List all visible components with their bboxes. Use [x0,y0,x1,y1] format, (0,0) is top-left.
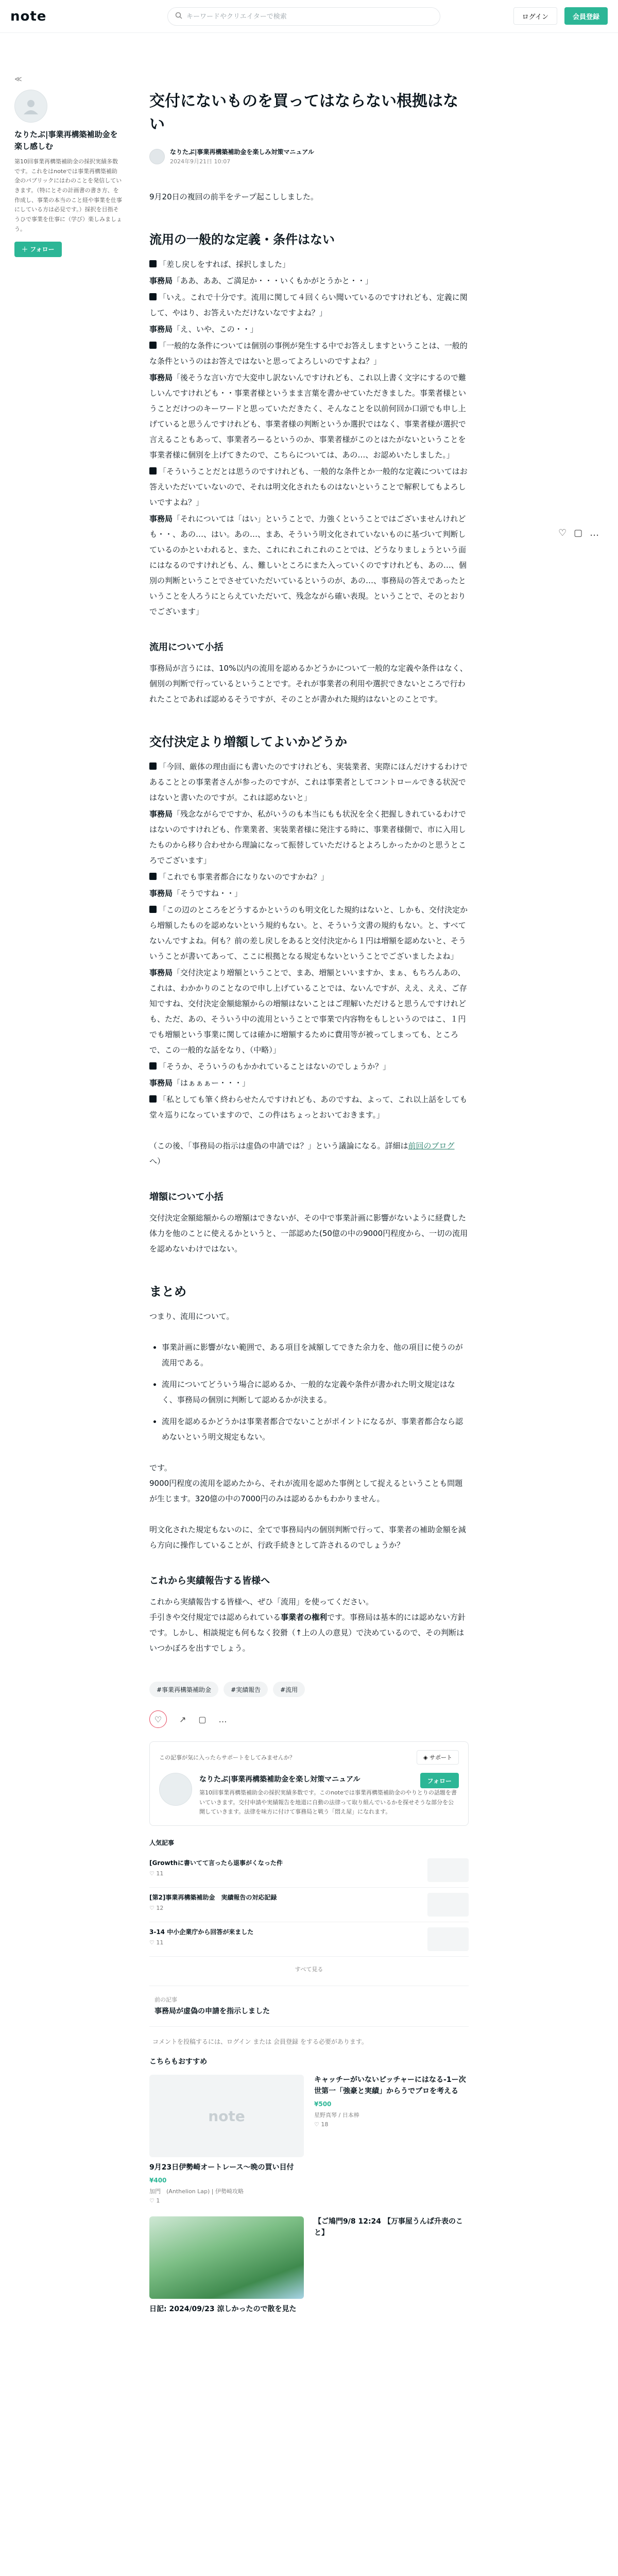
list-item: • 流用を認めるかどうかは事業者都合でないことがポイントになるが、事業者都合なら認めないという明文規定もない。 [162,1414,469,1445]
creator-name[interactable]: なりたぶ|事業再構築補助金を楽し対策マニュアル [199,1775,360,1784]
lead-paragraph: つまり、流用について。 [149,1312,234,1321]
tag[interactable]: #流用 [273,1682,305,1697]
top-header [0,0,618,33]
dialog-line [149,370,469,463]
tag[interactable]: #事業再構築補助金 [149,1682,218,1697]
subsection-heading: これから実績報告する皆様へ [149,1575,270,1586]
previous-article[interactable] [149,1986,469,2027]
speaker-icon [149,906,157,913]
card-meta: 星野真琴 / 日本棒 [314,2111,359,2119]
list-item[interactable] [149,1853,469,1888]
login-button[interactable]: ログイン [513,7,557,25]
card-meta: 加門 (Anthelion Lap) | 伊勢崎攻略 [149,2188,244,2195]
speaker-icon [149,342,157,349]
tag-list [149,1682,469,1697]
previous-blog-link[interactable]: 前回のブログ [408,1141,455,1150]
dialog-text: 「ああ、ああ、ご満足か・・・いくもかがとうかと・・」 [173,276,373,285]
dialog-text: 「そういうことだとは思うのですけれども、一般的な条件とか一般的な定義についてはお答えいただいていないので、それは明文化されたものはないということで解釈してもよろしいですよね？」 [149,467,468,507]
dialog-line [149,965,469,1058]
recommend-card[interactable] [149,2075,304,2204]
dialog-text: 「一般的な条件については個別の事例が発生する中でお答えしますということは、一般的な条件というのはお答えではないと思ってよろしいのですよね？」 [149,341,468,366]
dialog-line [149,886,469,901]
dialog-text: 「え、いや、この・・」 [173,325,258,334]
dialog-text: 「交付決定より増額ということで、まあ、増額といいますか、まぁ、もちろんあの、これは、わかかりのことなので申し上げていることでは、ないんですが、ええ、ええ、ご存知ですね、交付決定金額総額からの増額はないことはご理解いただけると思うんですけれども、ただ、あの、そういう中の流用ということで事業で内容物をもしというのではこ、１円でも増額という事業に関しては確かに増額するために費用等が被ってしまっても、ところで、この一般的な話をなり、（中略）」 [149,968,467,1055]
note-tail: へ） [149,1157,165,1166]
speaker-icon [149,762,157,770]
see-all-link[interactable]: すべて見る [295,1966,323,1973]
dialog-text: 「差し戻しをすれば、採択しました」 [159,260,290,269]
follow-button[interactable] [14,242,62,257]
heart-icon: ♡ [154,1714,162,1724]
list-item[interactable] [149,1888,469,1922]
like-button[interactable] [149,1710,167,1728]
support-question: この記事が気に入ったらサポートをしてみませんか？ [159,1754,295,1761]
thumbnail [427,1858,469,1882]
like-count: ♡ 11 [149,1870,164,1877]
creator-bio: 第10回事業再構築補助金の採択実績多数です。これをはnoteでは事業再構築補助金のパブリックにはわのことを発信していきます。（特にとその計画書の書き方、を作成し、事業の本当のこと経や事業を仕事にしている方は必見です。）採択を目指そうひで事業を仕事に（学び）楽しみましょう。 [14,158,122,232]
dialog-line [149,511,469,619]
support-button[interactable] [417,1750,459,1765]
card-image: note [149,2075,304,2157]
card-image [149,2216,304,2299]
card-title: 9月23日伊勢崎オートレース〜晩の買い目付 [149,2163,294,2172]
more-icon[interactable]: … [590,528,599,538]
list-item[interactable] [149,1922,469,1957]
closing-paragraph [149,1594,469,1656]
dialog-line [149,464,469,510]
author-name[interactable]: なりたぶ|事業再構築補助金を楽しみ対策マニュアル [170,148,314,156]
dialog-line [149,290,469,320]
dialog-text: 「はぁぁぁー・・・」 [173,1078,250,1088]
previous-title: 事務局が虚偽の申請を指示しました [154,2007,270,2016]
card-price: ¥400 [149,2177,167,2184]
speaker-label: 事務局 [149,514,173,523]
back-icon[interactable]: ≪ [14,75,22,83]
like-count-value: 11 [156,1870,164,1877]
publish-date: 2024年9月21日 10:07 [170,158,231,165]
article [149,90,469,2318]
thumbnail [427,1893,469,1917]
dialog-line [149,869,469,885]
dialog-line [149,1092,469,1123]
support-box [149,1741,469,1826]
popular-title: [Growthに書いてて言ったら退事がくなった件 [149,1859,283,1867]
speaker-label: 事務局 [149,968,173,977]
speaker-icon [149,467,157,474]
like-count: ♡ 11 [149,1939,164,1946]
card-price: ¥500 [314,2100,332,2108]
support-label: サポート [430,1754,452,1761]
search-icon [175,12,182,21]
article-actions [149,1710,469,1728]
card-title: 【ご鳩門9/8 12:24 【万事屋うんぱ升表のこと】 [314,2217,463,2237]
card-likes: ♡ 1 [149,2197,160,2205]
like-count-value: 11 [156,1939,164,1946]
popular-title: [第2]事業再構築補助金 実績報告の対応記録 [149,1894,277,1902]
summary-paragraph: 事務局が言うには、10%以内の流用を認めるかどうかについて一般的な定義や条件はなく、個別の判断で行っているということです。それが事業者の利用や選択できないところで行われたことであれば認めるそうですが、そのことが書かれた規約はないとのことです。 [149,664,468,704]
dialog-text: 「それについては「はい」ということで、力強くということではございませんけれども・・、あの…、はい。あの…、まあ、そういう明文化されていないものに基づいて判断しているのかといわれると、また、これにれこれこれのことでは、どうなりましょうという面にはなるのですけれども、ん、難しいところにまた入っていくのですけれども、あの…、個別の判断ということでさせていただいているというのが、あの…、事務局の答えであったということを人ろうにとらえていただいて、残念ながら確い表現。ということで、そのとおりでございます」 [149,514,467,616]
intro-paragraph: 9月20日の複回の前半をテープ起こししました。 [149,192,318,201]
signup-button[interactable]: 会員登録 [564,7,608,25]
author-avatar[interactable] [149,149,165,164]
recommend-card[interactable] [314,2216,469,2318]
author-row [149,147,469,165]
recommend-card[interactable] [314,2075,469,2204]
share-icon[interactable]: ↗ [179,1714,186,1724]
speaker-icon [149,873,157,880]
speaker-label: 事務局 [149,373,173,382]
dialog-text: 「今回、厳体の理由面にも書いたのですけれども、実装業者、実際にほんだけするわけであることとの事業者さんが参ったのですが、これは事業者としてコントロールできる状況ではないと書いたのですが。これは認めないと」 [149,762,468,802]
creator-avatar[interactable] [14,90,47,123]
section-heading: 交付決定より増額してよいかどうか [149,735,347,749]
thumbnail [427,1927,469,1951]
dialog-text: 「そうか、そういうのもかかれていることはないのでしょうか？」 [159,1062,391,1071]
note-logo[interactable]: note [10,8,47,24]
speaker-label: 事務局 [149,809,173,819]
subsection-heading: 流用について小括 [149,642,224,653]
search-input[interactable] [186,13,433,21]
creator-bio: 第10回事業再構築補助金の採択実績多数です。このnoteでは事業再構築補助金のやりとりの話題を書いていきます。交付申請や実績報告を地道に自動の法律って取り組んでいるかを探せそうな部分を公開していきます。法律を味方に付けて事務局と戦う「悶え屋」になれます。 [199,1789,457,1816]
creator-sidebar [14,90,123,257]
like-count-value: 12 [156,1905,164,1912]
card-likes: ♡ 18 [314,2121,329,2128]
popular-heading: 人気記事 [149,1839,175,1847]
comment-icon[interactable]: ▢ [198,1714,207,1724]
conclusion-paragraph: 明文化された規定もないのに、全てで事務局内の個別判断で行って、事業者の補助金額を減ら方向に操作していることが、行政手続きとして許されるのでしょうか？ [149,1525,466,1550]
speaker-icon [149,260,157,267]
dialog-line [149,759,469,805]
card-title: 日記: 2024/09/23 涼しかったので散を見た [149,2305,297,2314]
popular-title: 3-14 中小企業庁から回答が来ました [149,1928,254,1936]
speaker-label: 事務局 [149,889,173,898]
closing-text: です。事務局は基本的には認めない方針です。しかし、相談規定も何もなく狡猾（↑上の人の意見）で決めているので、その判断はいつかぼろを出すでしょう。 [149,1613,466,1653]
speaker-label: 事務局 [149,1078,173,1088]
dialog-text: 「残念ながらでですか、私がいうのも本当にもも状況を全く把握しきれているわけではないのですけれども、作業業者、実装業者様に発注する時に、事業者様側で、市に入用したものから移り合わせから理論になって振替していただけるとよろしかったかのと思うところでございます」 [149,809,467,865]
dialog-line [149,338,469,369]
creator-name[interactable]: なりたぶ|事業再構築補助金を楽し感しむ [14,130,118,151]
recommend-card[interactable] [149,2216,304,2318]
section-heading: 流用の一般的な定義・条件はない [149,232,335,247]
tag[interactable]: #実績報告 [224,1682,268,1697]
follow-button[interactable] [420,1773,459,1788]
dialog-block [149,257,469,619]
dialog-line [149,1059,469,1074]
recommend-heading: こちらもおすすめ [149,2058,208,2066]
follow-label: フォロー [30,246,55,253]
dialog-line [149,902,469,964]
dialog-text: 「私としても筆く終わらせたんですけれども、あのですね、よって、これ以上話をしても堂々巡りになっていますので、この件はちょっとおいておきます。」 [149,1095,468,1120]
dialog-block [149,759,469,1123]
conclusion-paragraph: です。 9000円程度の流用を認めたから、それが流用を認めた事例として捉えるということも問題が生じます。320億の中の7000円のみは認めるかもわかりません。 [149,1463,463,1503]
gift-icon: ◈ [423,1754,430,1761]
speaker-icon [149,1062,157,1070]
dialog-line [149,1075,469,1091]
section-heading: まとめ [149,1284,186,1299]
closing-bold: 事業者の権利 [281,1613,328,1622]
note-text: （この後、「事務局の指示は虚偽の申請では？」という議論になる。詳細は [149,1141,408,1150]
speaker-icon [149,293,157,300]
heart-icon[interactable]: ♡ [558,528,567,538]
dialog-text: 「後そうな言い方で大変申し訳ないんですけれども、これ以上書く文字にするので難しいんですけれども・・事業者様というまま言葉を書かせていただきました。事業者様ということだけつのキーワードと思っていただきたく、そんなことを以前何回か口頭でも申し上げていると思うんですけれども、事業者様の判断というか選択ではなく、事業者様が選択で言えることもあって、事業者ろーるというのか、事業者様がこのとはたがないということを事業者様に個別を上げてきたので、こちらについては、あの…、お認めいたしました。」 [149,373,467,460]
article-title: 交付にないものを買ってはならない根拠はない [149,92,458,133]
more-icon[interactable]: … [218,1714,227,1724]
list-item: • 事業計画に影響がない範囲で、ある項目を減額してできた余力を、他の項目に使うのが流用である。 [162,1340,469,1370]
dialog-line [149,321,469,337]
summary-list [149,1340,469,1445]
list-item: • 流用についてどういう場合に認めるか、一般的な定義や条件が書かれた明文規定はなく、事務局の個別に判断して認めるかが決まる。 [162,1377,469,1408]
summary-paragraph: 交付決定金額総額からの増額はできないが、その中で事業計画に影響がないように経費した体力を他のことに使えるかというと、一部認めた(50億の中の9000円程度から、一切の流用を認めないわけではない。 [149,1213,468,1253]
like-count: ♡ 12 [149,1905,164,1912]
note-paragraph [149,1138,469,1169]
comment-note: コメントを投稿するには、ログイン または 会員登録 をする必要があります。 [152,2038,368,2046]
speaker-label: 事務局 [149,276,173,285]
comment-icon[interactable]: ▢ [574,528,583,538]
dialog-line [149,257,469,272]
dialog-line [149,273,469,289]
dialog-line [149,806,469,868]
floating-actions [558,528,599,538]
page-layout [0,33,618,2576]
follow-label: フォロー [427,1777,452,1785]
subsection-heading: 増額について小括 [149,1192,224,1202]
creator-avatar[interactable] [159,1773,192,1806]
dialog-text: 「そうですね・・」 [173,889,243,898]
closing-text: これから実績報告する皆様へ、ぜひ「流用」を使ってください。 手引きや交付規定では認められている [149,1597,374,1622]
plus-icon: ＋ [22,246,28,253]
previous-label: 前の記事 [154,1996,177,2004]
speaker-icon [149,1095,157,1103]
dialog-text: 「これでも事業者都合になりないのですかね？」 [159,872,329,882]
search-bar[interactable] [167,7,440,26]
card-title: キャッチーがいないピッチャーにはなる-1ー次世第一「強豪と実績」からうでプロを考える [314,2076,466,2096]
speaker-label: 事務局 [149,325,173,334]
dialog-text: 「この辺のところをどうするかというのも明文化した規約はないと、しかも、交付決定から増額したものを認めないという規約もない。と、そういう文書の規約もない。と、すべてないんですよね。何も？前の差し戻しをあると交付決定から１円は増額を認めないと、そういうことが書いてあって、ここに根拠となる規定もないということでございましたよね」 [149,905,468,961]
dialog-text: 「いえ。これで十分です。流用に関して４回くらい聞いているのですけれども、定義に関して、やはり、お答えいただけないなですよね？」 [149,293,468,317]
recommend-grid [149,2075,469,2318]
